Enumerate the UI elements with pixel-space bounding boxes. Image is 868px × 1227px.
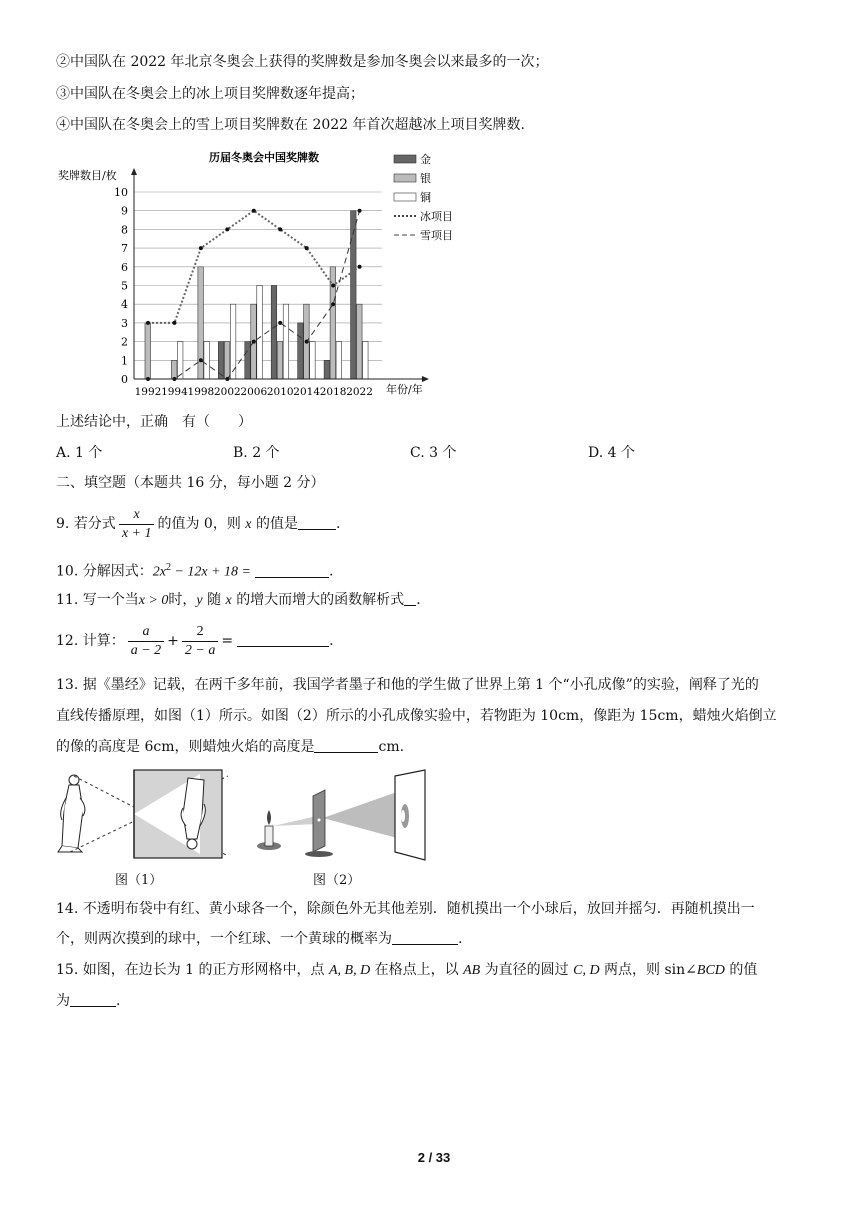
q9-text-a: 的值为 0，则 xyxy=(157,516,241,532)
chart-title: 历届冬奥会中国奖牌数 xyxy=(209,151,319,164)
y-tick-label: 4 xyxy=(121,298,128,312)
chart-xlabel: 年份/年 xyxy=(386,383,423,396)
q14-line-2-text: 个，则两次摸到的球中，一个红球、一个黄球的概率为 xyxy=(56,931,392,947)
series-point xyxy=(172,321,176,325)
question-11 xyxy=(56,590,421,611)
q10-exponent: 2 xyxy=(165,562,171,573)
q9-answer-blank[interactable] xyxy=(298,515,336,530)
bar-2 xyxy=(310,342,316,379)
q12-fraction-2 xyxy=(182,623,218,660)
series-point xyxy=(199,246,203,250)
q14-end: . xyxy=(458,931,463,947)
question-9 xyxy=(56,505,340,544)
q13-line-2: 直线传播原理，如图（1）所示。如图（2）所示的小孔成像实验中，若物距为 10cm，像距为 15cm，蜡烛火焰倒立 xyxy=(56,708,777,724)
y-tick-label: 5 xyxy=(121,279,128,293)
legend-label: 铜 xyxy=(420,191,431,204)
bar-1 xyxy=(277,342,283,379)
bar-2 xyxy=(283,304,289,379)
q12-f1-numerator: a xyxy=(128,623,164,642)
q11-end: . xyxy=(416,592,421,608)
page-number: 2 / 33 xyxy=(417,1150,451,1165)
bar-2 xyxy=(336,342,342,379)
legend-label: 金 xyxy=(420,153,431,166)
q10-expr-b: − 12x + 18 = xyxy=(170,564,251,580)
statement-4: ④中国队在冬奥会上的雪上项目奖牌数在 2022 年首次超越冰上项目奖牌数. xyxy=(56,117,525,133)
q15-line-2-text: 为 xyxy=(56,993,70,1009)
mozi-figure-icon xyxy=(58,775,85,852)
x-tick-label: 2010 xyxy=(266,386,294,398)
bar-2 xyxy=(204,342,210,379)
q15-text-c: 两点，则 sin∠ xyxy=(604,962,697,978)
x-tick-label: 2002 xyxy=(213,386,241,398)
q9-end: . xyxy=(335,516,341,532)
figure-1-pinhole-diagram xyxy=(50,768,228,862)
question-10 xyxy=(56,558,333,583)
bar-1 xyxy=(357,304,363,379)
statement-3: ③中国队在冬奥会上的冰上项目奖牌数逐年提高； xyxy=(56,86,364,102)
q10-prefix: 10. 分解因式： xyxy=(56,563,153,580)
x-axis-arrow xyxy=(422,376,429,382)
candle-icon xyxy=(257,810,281,850)
option-a: A. 1 个 xyxy=(56,445,103,461)
x-tick-label: 2014 xyxy=(293,386,321,398)
q9-var: x xyxy=(245,517,252,532)
y-tick-label: 9 xyxy=(121,204,128,218)
legend-swatch xyxy=(394,155,416,163)
q12-f2-denominator: 2 − a xyxy=(184,642,216,658)
q15-cd: C, D xyxy=(573,963,600,978)
q11-text-a: 时， xyxy=(168,592,197,608)
q13-line-3-text: 的像的高度是 6cm，则蜡烛火焰的高度是 xyxy=(56,739,315,755)
legend-swatch xyxy=(394,193,416,201)
series-point xyxy=(305,340,309,344)
q11-condition: x > 0 xyxy=(138,593,169,608)
bar-0 xyxy=(324,360,330,379)
y-tick-label: 0 xyxy=(121,373,128,386)
option-d: D. 4 个 xyxy=(588,445,635,461)
q10-answer-blank[interactable] xyxy=(255,563,329,578)
chart-ylabel: 奖牌数目/枚 xyxy=(58,169,117,182)
q11-var-y: y xyxy=(196,593,203,608)
q11-var-x: x xyxy=(225,593,232,608)
section-title: 二、填空题（本题共 16 分，每小题 2 分） xyxy=(56,475,325,491)
q15-line-1 xyxy=(56,960,757,981)
x-tick-label: 2006 xyxy=(240,386,268,398)
y-tick-label: 8 xyxy=(121,223,128,237)
y-tick-label: 7 xyxy=(121,242,128,256)
statement-2: ②中国队在 2022 年北京冬奥会上获得的奖牌数是参加冬奥会以来最多的一次； xyxy=(56,54,549,70)
q10-end: . xyxy=(329,563,334,580)
q12-end: . xyxy=(329,633,334,649)
series-point xyxy=(252,209,256,213)
legend-label: 雪项目 xyxy=(420,229,453,242)
q12-plus: + xyxy=(167,633,179,649)
y-tick-label: 3 xyxy=(121,316,128,330)
bar-1 xyxy=(224,342,230,379)
legend-label: 冰项目 xyxy=(420,210,453,223)
q14-line-1: 14. 不透明布袋中有红、黄小球各一个，除颜色外无其他差别．随机摸出一个小球后，放回并摇匀．再随机摸出一 xyxy=(56,901,755,917)
x-tick-label: 1992 xyxy=(134,386,162,398)
q12-prefix: 12. 计算： xyxy=(56,633,125,649)
figure-2-candle-experiment xyxy=(255,766,435,866)
bar-2 xyxy=(363,342,369,379)
y-tick-label: 1 xyxy=(121,354,128,368)
q12-f1-denominator: a − 2 xyxy=(130,642,162,658)
legend-swatch xyxy=(394,174,416,182)
bar-0 xyxy=(351,211,357,379)
series-point xyxy=(331,284,335,288)
medal-chart xyxy=(52,145,472,400)
question-12 xyxy=(56,621,334,661)
q9-text-b: 的值是 xyxy=(255,516,298,532)
q15-text-d: 的值 xyxy=(729,962,758,978)
q15-end: . xyxy=(116,993,121,1009)
series-point xyxy=(225,227,229,231)
series-point xyxy=(305,246,309,250)
q12-answer-blank[interactable] xyxy=(237,632,329,647)
x-tick-label: 1998 xyxy=(187,386,215,398)
q11-prefix: 11. 写一个当 xyxy=(56,592,139,608)
q12-fraction-1 xyxy=(128,623,164,660)
series-point xyxy=(358,265,362,269)
series-point xyxy=(252,340,256,344)
screen-icon xyxy=(395,770,425,860)
figure-2-caption: 图（2） xyxy=(313,873,361,888)
light-beam-in xyxy=(273,816,317,826)
q13-line-1: 13. 据《墨经》记载，在两千多年前，我国学者墨子和他的学生做了世界上第 1 个“小孔成像”的实验，阐释了光的 xyxy=(56,677,759,693)
q15-line-2 xyxy=(56,991,120,1011)
series-point xyxy=(278,321,282,325)
q13-unit: cm. xyxy=(378,739,405,755)
q15-answer-blank[interactable] xyxy=(70,992,116,1007)
q15-text-a: 在格点上，以 xyxy=(374,962,459,978)
q13-line-3 xyxy=(56,737,404,757)
q13-answer-blank[interactable] xyxy=(314,738,378,753)
y-tick-label: 6 xyxy=(121,260,128,274)
series-point xyxy=(199,358,203,362)
series-point xyxy=(358,209,362,213)
q11-answer-blank[interactable] xyxy=(404,591,416,606)
option-c: C. 3 个 xyxy=(410,445,457,461)
x-tick-label: 2022 xyxy=(346,386,373,398)
q11-text-b: 随 xyxy=(207,592,222,608)
q9-numerator: x xyxy=(119,506,155,525)
chart-bars xyxy=(145,211,368,379)
series-point xyxy=(278,227,282,231)
light-beam-out xyxy=(323,792,397,838)
q14-answer-blank[interactable] xyxy=(392,930,458,945)
series-point xyxy=(146,321,150,325)
bar-2 xyxy=(257,286,263,380)
q10-expr-a: 2x xyxy=(152,564,166,580)
chart-legend xyxy=(394,152,453,242)
x-tick-label: 2018 xyxy=(319,386,347,398)
q9-prefix: 9. 若分式 xyxy=(56,516,116,532)
q15-prefix: 15. 如图，在边长为 1 的正方形网格中，点 xyxy=(56,962,325,978)
q9-fraction xyxy=(119,506,155,543)
figure-1-caption: 图（1） xyxy=(115,873,163,888)
bar-0 xyxy=(298,323,304,379)
y-tick-label: 10 xyxy=(114,186,128,199)
x-tick-label: 1994 xyxy=(161,386,188,398)
option-b: B. 2 个 xyxy=(233,445,280,461)
bar-1 xyxy=(145,323,151,379)
q14-line-2 xyxy=(56,929,462,949)
q11-text-c: 的增大而增大的函数解析式 xyxy=(236,592,405,608)
q8-question: 上述结论中，正确 有（ ） xyxy=(56,414,252,430)
q15-points: A, B, D xyxy=(328,963,371,978)
q15-ab: AB xyxy=(463,963,481,978)
series-point xyxy=(331,302,335,306)
q9-denominator: x + 1 xyxy=(121,525,152,541)
q15-text-b: 为直径的圆过 xyxy=(484,962,569,978)
y-tick-label: 2 xyxy=(121,335,128,349)
bar-0 xyxy=(245,342,251,379)
bar-1 xyxy=(171,360,177,379)
legend-label: 银 xyxy=(420,172,431,185)
q12-f2-numerator: 2 xyxy=(182,623,218,642)
q12-equals: = xyxy=(221,633,234,649)
q15-bcd: BCD xyxy=(696,963,725,978)
bar-0 xyxy=(271,286,277,380)
y-axis-arrow xyxy=(131,168,137,175)
